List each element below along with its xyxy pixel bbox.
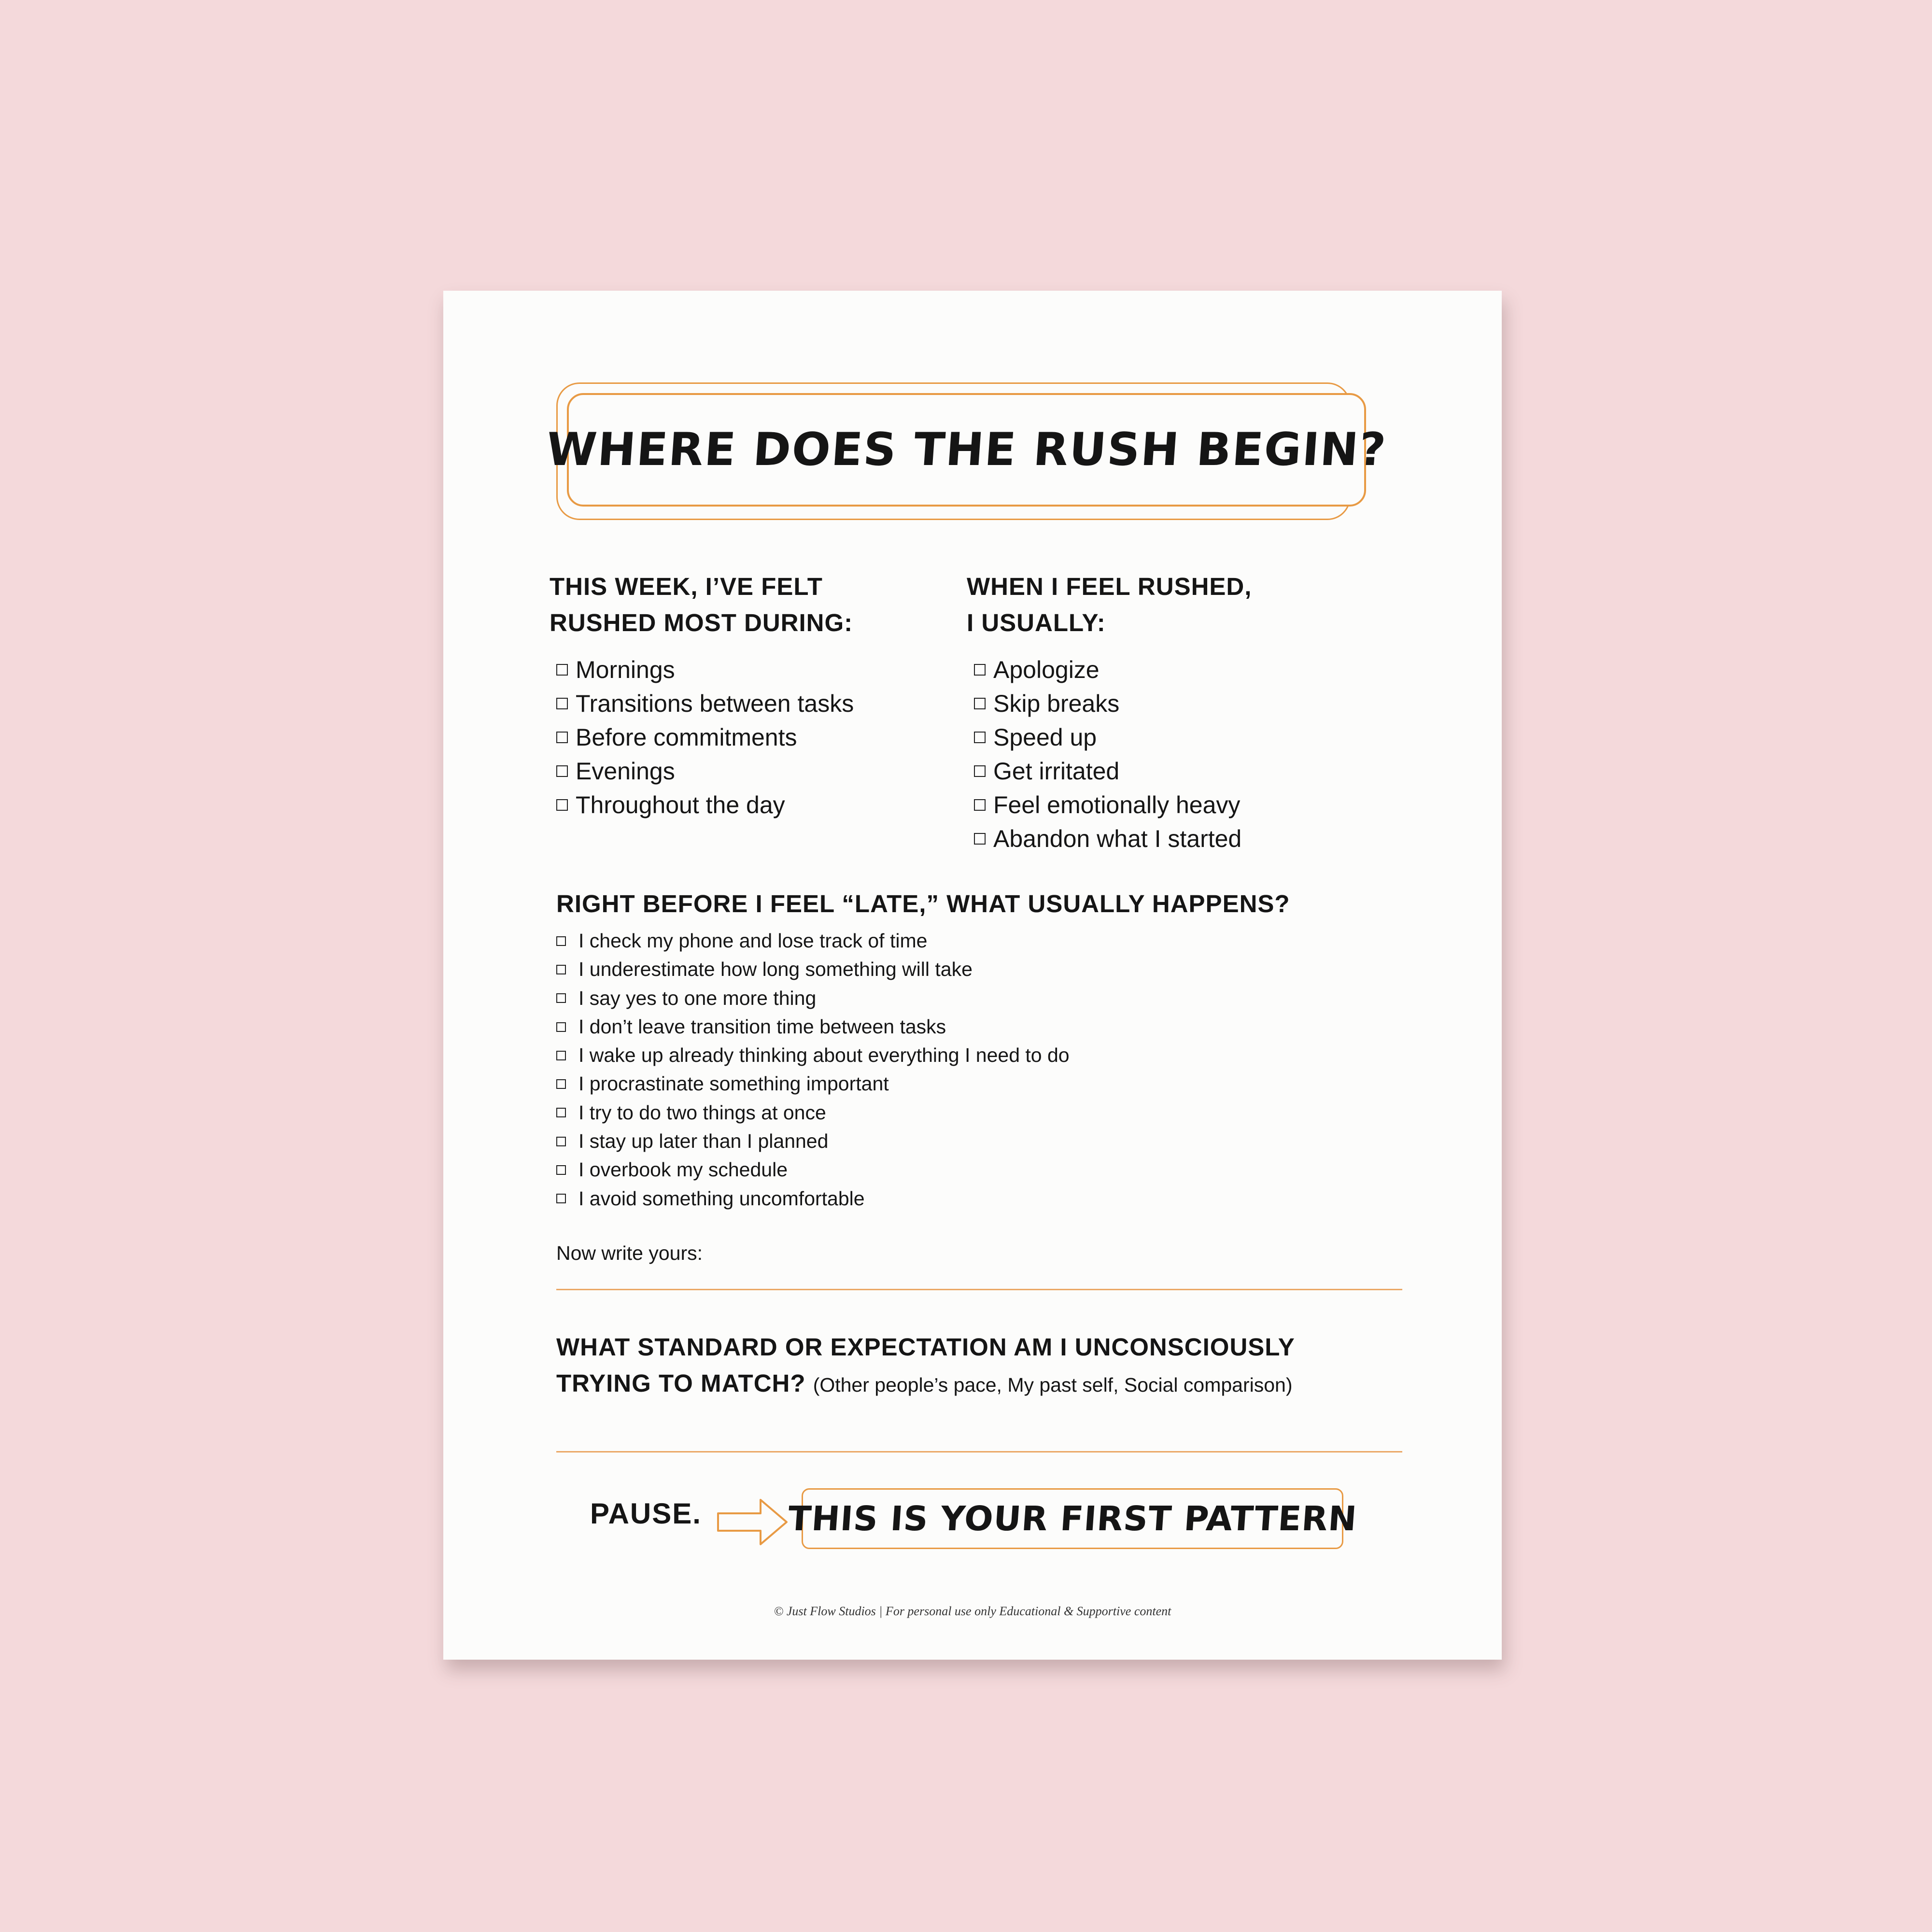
write-in-line[interactable] <box>556 1289 1402 1290</box>
checkbox-icon[interactable] <box>974 833 986 845</box>
option-item[interactable] <box>556 984 1070 1013</box>
option-item[interactable] <box>556 720 854 754</box>
section3-heading: RIGHT BEFORE I FEEL “LATE,” WHAT USUALLY HAPPENS? <box>556 890 1290 917</box>
section4-heading <box>556 1329 1295 1403</box>
section2-heading <box>967 568 1252 641</box>
checkbox-icon[interactable] <box>556 1137 566 1146</box>
write-prompt: Now write yours: <box>556 1242 703 1264</box>
option-label: Abandon what I started <box>993 825 1242 852</box>
option-item[interactable] <box>556 1041 1070 1070</box>
option-label: Feel emotionally heavy <box>993 791 1241 818</box>
section1-options <box>556 653 854 822</box>
option-label: I check my phone and lose track of time <box>578 930 928 952</box>
checkbox-icon[interactable] <box>974 664 986 676</box>
checkbox-icon[interactable] <box>556 799 568 811</box>
option-label: I stay up later than I planned <box>578 1130 829 1153</box>
section4-hint: (Other people’s pace, My past self, Social comparison) <box>813 1374 1293 1396</box>
option-label: I procrastinate something important <box>578 1072 889 1095</box>
arrow-right-icon <box>716 1497 789 1547</box>
section4-heading-line1: WHAT STANDARD OR EXPECTATION AM I UNCONSCIOUSLY <box>556 1333 1295 1361</box>
page-title: WHERE DOES THE RUSH BEGIN? <box>545 423 1388 476</box>
option-label: I say yes to one more thing <box>578 987 817 1009</box>
checkbox-icon[interactable] <box>974 698 986 709</box>
option-item[interactable] <box>556 1013 1070 1041</box>
section1-heading <box>550 568 853 641</box>
title-banner <box>545 382 1388 522</box>
checkbox-icon[interactable] <box>556 765 568 777</box>
option-item[interactable] <box>556 788 854 822</box>
checkbox-icon[interactable] <box>556 732 568 743</box>
section3-options <box>556 927 1070 1213</box>
option-label: Before commitments <box>576 724 797 751</box>
pattern-badge <box>787 1488 1358 1549</box>
checkbox-icon[interactable] <box>556 664 568 676</box>
option-item[interactable] <box>974 653 1241 687</box>
option-label: Throughout the day <box>576 791 785 818</box>
answer-line[interactable] <box>556 1451 1402 1453</box>
checkbox-icon[interactable] <box>974 799 986 811</box>
option-item[interactable] <box>556 687 854 720</box>
option-label: I underestimate how long something will take <box>578 958 973 981</box>
option-label: I don’t leave transition time between tasks <box>578 1015 946 1038</box>
worksheet-page <box>443 291 1502 1660</box>
section2-options <box>974 653 1241 856</box>
option-item[interactable] <box>974 687 1241 720</box>
option-item[interactable] <box>556 1099 1070 1127</box>
checkbox-icon[interactable] <box>974 765 986 777</box>
option-item[interactable] <box>556 653 854 687</box>
title-frame <box>545 393 1388 507</box>
option-item[interactable] <box>556 1127 1070 1156</box>
option-label: I wake up already thinking about everything I need to do <box>578 1044 1070 1067</box>
checkbox-icon[interactable] <box>556 1022 566 1032</box>
checkbox-icon[interactable] <box>556 1165 566 1175</box>
option-item[interactable] <box>556 955 1070 984</box>
option-label: Mornings <box>576 656 675 683</box>
option-item[interactable] <box>974 788 1241 822</box>
option-label: Transitions between tasks <box>576 690 854 717</box>
option-label: I try to do two things at once <box>578 1101 826 1124</box>
option-label: Skip breaks <box>993 690 1120 717</box>
option-item[interactable] <box>556 927 1070 955</box>
option-label: I overbook my schedule <box>578 1158 788 1181</box>
pattern-badge-text: THIS IS YOUR FIRST PATTERN <box>787 1499 1358 1538</box>
section1-heading-line2: RUSHED MOST DURING: <box>550 609 853 636</box>
option-item[interactable] <box>974 822 1241 856</box>
section2-heading-line2: I USUALLY: <box>967 609 1106 636</box>
option-label: Apologize <box>993 656 1100 683</box>
section1-heading-line1: THIS WEEK, I’VE FELT <box>550 573 823 600</box>
option-label: Speed up <box>993 724 1097 751</box>
option-item[interactable] <box>556 1185 1070 1213</box>
checkbox-icon[interactable] <box>974 732 986 743</box>
section4-heading-line2-row <box>556 1365 1295 1403</box>
checkbox-icon[interactable] <box>556 1194 566 1203</box>
option-item[interactable] <box>556 754 854 788</box>
option-item[interactable] <box>974 720 1241 754</box>
pause-label: PAUSE. <box>590 1497 702 1530</box>
option-item[interactable] <box>556 1156 1070 1184</box>
option-label: Evenings <box>576 758 675 785</box>
option-item[interactable] <box>974 754 1241 788</box>
checkbox-icon[interactable] <box>556 993 566 1003</box>
option-label: I avoid something uncomfortable <box>578 1187 865 1210</box>
checkbox-icon[interactable] <box>556 936 566 946</box>
footer-copyright: © Just Flow Studios | For personal use only Educational & Supportive content <box>774 1604 1171 1618</box>
checkbox-icon[interactable] <box>556 698 568 709</box>
checkbox-icon[interactable] <box>556 1051 566 1060</box>
section2-heading-line1: WHEN I FEEL RUSHED, <box>967 573 1252 600</box>
section4-heading-line2: TRYING TO MATCH? <box>556 1369 806 1397</box>
checkbox-icon[interactable] <box>556 1079 566 1089</box>
option-label: Get irritated <box>993 758 1120 785</box>
option-item[interactable] <box>556 1070 1070 1098</box>
checkbox-icon[interactable] <box>556 1108 566 1117</box>
checkbox-icon[interactable] <box>556 965 566 974</box>
